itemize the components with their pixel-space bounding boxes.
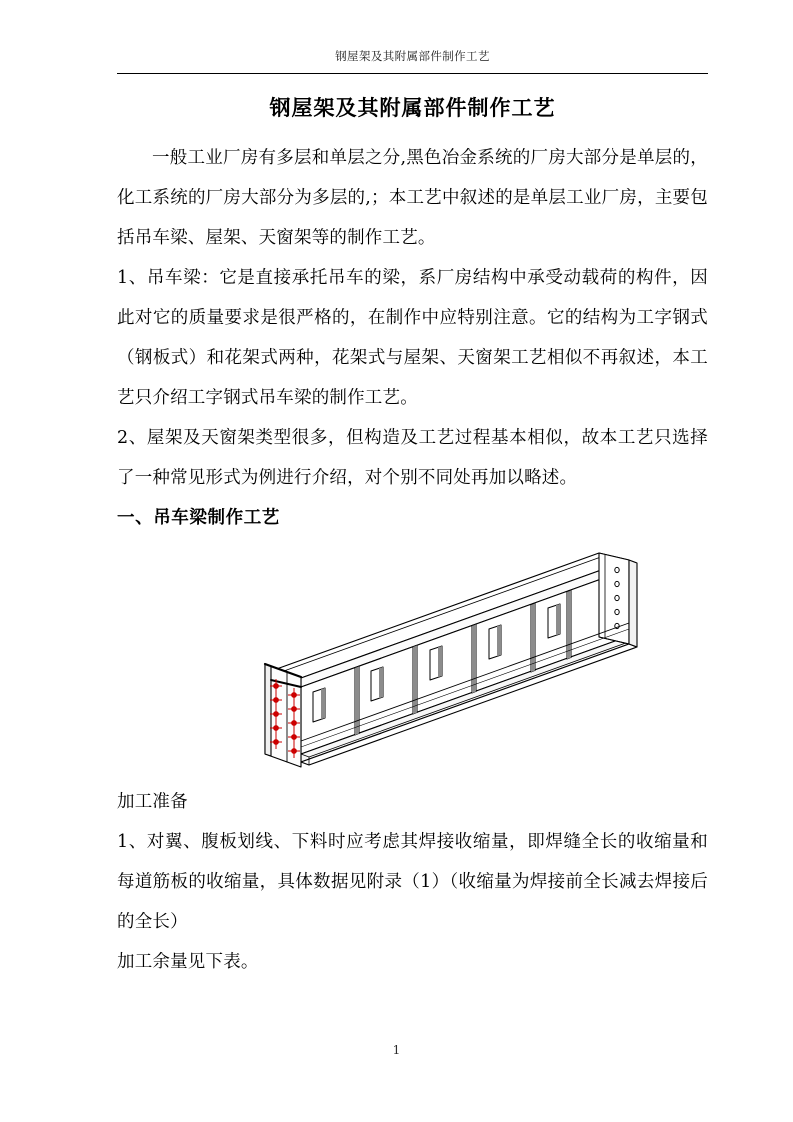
- notch-3-shade: [438, 646, 442, 677]
- stiffener-5-shade: [567, 591, 571, 660]
- stiffener-4-shade: [531, 604, 535, 673]
- running-header: [117, 48, 708, 64]
- prep-label: 加工准备: [117, 792, 188, 812]
- section-heading-crane-beam: 一、吊车梁制作工艺: [117, 508, 280, 528]
- paragraph-intro: 一般工业厂房有多层和单层之分,黑色冶金系统的厂房大部分是单层的，化工系统的厂房大部分为多层的,；本工艺中叙述的是单层工业厂房，主要包括吊车梁、屋架、天窗架等的制作工艺。: [117, 148, 708, 248]
- notch-1-shade: [321, 688, 325, 719]
- figure-crane-beam-isometric: [117, 548, 708, 776]
- prep-note: 加工余量见下表。: [117, 952, 259, 972]
- far-end-plate-side: [629, 560, 637, 647]
- stiffener-2-shade: [413, 646, 417, 715]
- header-divider-rule: [117, 73, 708, 74]
- stiffener-1-shade: [355, 667, 359, 736]
- paragraph-item-1: 1、吊车梁：它是直接承托吊车的梁，系厂房结构中承受动载荷的构件，因此对它的质量要求是很严格的，在制作中应特别注意。它的结构为工字钢式（钢板式）和花架式两种，花架式与屋架、天窗架工艺相似不再叙述，本工艺只介绍工字钢式吊车梁的制作工艺。: [117, 268, 708, 408]
- prep-item-1: 1、对翼、腹板划线、下料时应考虑其焊接收缩量，即焊缝全长的收缩量和每道筋板的收缩量，具体数据见附录（1）（收缩量为焊接前全长减去焊接后的全长）: [117, 832, 708, 932]
- notch-5-shade: [556, 604, 560, 635]
- notch-2-shade: [379, 667, 383, 698]
- page-number: 1: [392, 1043, 401, 1057]
- paragraph-item-2: 2、屋架及天窗架类型很多，但构造及工艺过程基本相似，故本工艺只选择了一种常见形式为例进行介绍，对个别不同处再加以略述。: [117, 428, 708, 488]
- page-title: 钢屋架及其附属部件制作工艺: [269, 96, 556, 120]
- notch-4-shade: [497, 625, 501, 656]
- document-content: [117, 92, 708, 982]
- crane-beam-drawing: [247, 548, 647, 776]
- stiffener-3-shade: [472, 625, 476, 694]
- running-header-text: 钢屋架及其附属部件制作工艺: [335, 49, 490, 63]
